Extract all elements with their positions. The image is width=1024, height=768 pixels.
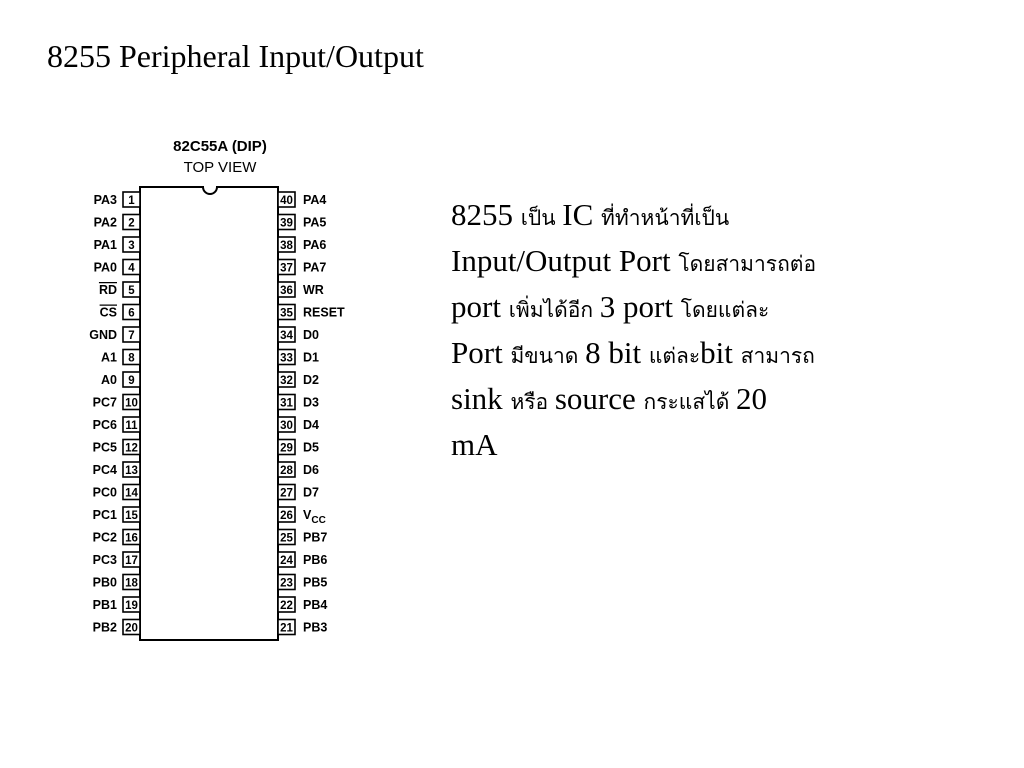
latin-text: 20	[736, 381, 768, 416]
pin-14	[93, 485, 140, 500]
chip-body	[140, 187, 278, 640]
pin-label: PB0	[92, 575, 117, 590]
latin-text: bit	[700, 335, 741, 370]
pin-label: WR	[303, 283, 324, 297]
pin-number: 6	[128, 307, 135, 320]
pin-label: D0	[303, 328, 319, 342]
latin-text: source	[554, 381, 644, 416]
pin-label: A1	[101, 350, 117, 365]
pin-number: 8	[128, 352, 135, 365]
pin-label: PC7	[92, 395, 117, 410]
pin-label: PA5	[303, 215, 327, 230]
pin-number: 12	[125, 442, 138, 455]
description-text	[451, 192, 931, 468]
pin-number: 18	[125, 577, 138, 590]
latin-text: IC	[562, 197, 602, 232]
pin-number: 39	[280, 217, 293, 230]
pin-number: 17	[125, 555, 138, 567]
description-line	[451, 330, 931, 376]
pin-number: 34	[280, 330, 293, 342]
description-line	[451, 376, 931, 422]
pin-label: PB3	[303, 620, 328, 635]
chip-title: 82C55A (DIP)	[173, 138, 267, 155]
pin-label: PA1	[93, 238, 117, 252]
pin-number: 20	[125, 622, 138, 635]
pin-number: 7	[128, 330, 135, 342]
pin-label: PC4	[92, 463, 117, 477]
pin-24	[278, 552, 327, 567]
pin-32	[278, 372, 319, 387]
description-line	[451, 238, 931, 284]
pin-label: RD	[98, 283, 117, 297]
pin-label: PA3	[93, 193, 117, 207]
thai-text: โดยสามารถต่อ	[678, 252, 817, 276]
pin-39	[278, 215, 326, 230]
pin-label: PB6	[303, 553, 328, 567]
pin-number: 28	[280, 465, 293, 477]
pin-label: CS	[99, 305, 117, 320]
pin-40	[278, 192, 326, 207]
pin-number: 19	[125, 600, 138, 612]
pin-label: D7	[303, 485, 319, 500]
thai-text: หรือ	[510, 390, 555, 414]
pin-16	[93, 530, 140, 545]
pin-number: 37	[280, 262, 293, 275]
pin-27	[278, 485, 319, 500]
pin-number: 38	[280, 240, 293, 252]
pin-label: PC0	[92, 485, 117, 500]
thai-text: โดยแต่ละ	[680, 298, 770, 322]
pin-5	[99, 282, 140, 297]
pin-label: PC5	[92, 440, 117, 455]
pin-12	[93, 440, 140, 455]
pin-number: 30	[280, 420, 293, 432]
pin-number: 14	[125, 487, 138, 500]
pin-number: 29	[280, 442, 293, 455]
slide-title: 8255 Peripheral Input/Output	[47, 38, 424, 74]
pin-label: PA4	[303, 193, 327, 207]
pin-number: 35	[280, 307, 293, 320]
pin-label: PB5	[303, 575, 328, 590]
pin-label: PA7	[303, 260, 327, 275]
chip-subtitle: TOP VIEW	[183, 159, 257, 176]
pin-28	[278, 462, 319, 477]
pin-label: PB2	[92, 620, 117, 635]
pin-number: 27	[280, 487, 293, 500]
pin-33	[278, 350, 319, 365]
pin-10	[93, 395, 140, 410]
pin-6	[100, 305, 140, 320]
pin-number: 40	[280, 195, 293, 207]
pin-number: 11	[125, 420, 138, 432]
pin-18	[93, 575, 140, 590]
pin-15	[93, 507, 140, 522]
pin-29	[278, 440, 319, 455]
pin-number: 2	[128, 217, 135, 230]
pin-number: 23	[280, 577, 293, 590]
pin-label: PC1	[92, 508, 117, 522]
pin-number: 9	[128, 375, 135, 387]
pin-number: 24	[280, 555, 293, 567]
pin-number: 26	[280, 510, 293, 522]
thai-text: เป็น	[520, 206, 563, 230]
pin-label: D1	[303, 350, 319, 365]
pin-label: D6	[303, 463, 319, 477]
pin-label: D2	[303, 373, 319, 387]
pin-11	[93, 417, 140, 432]
latin-text: 8 bit	[585, 335, 649, 370]
latin-text: Input/Output Port	[451, 243, 679, 278]
pin-label: PB7	[303, 530, 328, 545]
pin-number: 16	[125, 532, 138, 545]
pin-label: D4	[303, 418, 319, 432]
pin-number: 13	[125, 465, 138, 477]
pin-34	[278, 327, 319, 342]
latin-text: sink	[451, 381, 511, 416]
pin-label: PA2	[93, 215, 117, 230]
description-line	[451, 284, 931, 330]
thai-text: สามารถ	[740, 344, 815, 368]
pin-label: PB4	[303, 598, 328, 612]
pin-37	[278, 260, 326, 275]
pin-9	[101, 372, 140, 387]
pin-number: 3	[128, 240, 135, 252]
pin-26	[278, 507, 326, 526]
pin-label: RESET	[303, 305, 345, 320]
pin-31	[278, 395, 319, 410]
pin-21	[278, 620, 327, 635]
latin-text: 3 port	[599, 289, 681, 324]
pin-30	[278, 417, 319, 432]
pin-number: 22	[280, 600, 293, 612]
pin-35	[278, 305, 345, 320]
pin-number: 36	[280, 285, 293, 297]
pin-25	[278, 530, 327, 545]
pin-label: PC6	[92, 418, 117, 432]
pin-8	[101, 350, 140, 365]
latin-text: 8255	[451, 197, 521, 232]
pin-20	[93, 620, 140, 635]
latin-text: mA	[451, 427, 498, 462]
pin-22	[278, 597, 327, 612]
pin-number: 33	[280, 352, 293, 365]
pin-label: PC2	[92, 530, 117, 545]
pin-1	[94, 192, 140, 207]
pin-number: 15	[125, 510, 138, 522]
pin-label: PC3	[92, 553, 117, 567]
latin-text: Port	[451, 335, 511, 370]
pin-3	[94, 237, 140, 252]
pin-2	[94, 215, 140, 230]
pin-label-subscript: CC	[311, 515, 326, 526]
pin-23	[278, 575, 327, 590]
pin-number: 31	[280, 397, 293, 410]
description-line	[451, 192, 931, 238]
pin-label: D5	[303, 440, 319, 455]
pin-label: PA0	[93, 260, 117, 275]
pin-38	[278, 237, 326, 252]
pin-13	[93, 462, 140, 477]
pin-number: 1	[128, 195, 135, 207]
pin-17	[93, 552, 140, 567]
pin-label: PB1	[92, 598, 117, 612]
pin-19	[93, 597, 140, 612]
pin-number: 4	[128, 262, 135, 275]
latin-text: port	[451, 289, 509, 324]
pin-number: 25	[280, 532, 293, 545]
thai-text: แต่ละ	[648, 344, 701, 368]
pin-label: D3	[303, 395, 319, 410]
chip-pinout-svg	[0, 0, 400, 660]
description-line	[451, 422, 931, 468]
thai-text: กระแสได้	[643, 390, 737, 414]
pin-label: A0	[101, 373, 117, 387]
thai-text: มีขนาด	[510, 344, 586, 368]
pin-7	[89, 327, 140, 342]
pin-label: PA6	[303, 238, 327, 252]
pin-label: GND	[89, 328, 117, 342]
thai-text: เพิ่มได้อีก	[508, 298, 600, 322]
thai-text: ที่ทำหน้าที่เป็น	[601, 206, 730, 230]
pin-number: 10	[125, 397, 138, 410]
pin-36	[278, 282, 324, 297]
pin-number: 32	[280, 375, 293, 387]
pin-number: 21	[280, 622, 293, 635]
pin-label: $V_{CC}$	[303, 508, 326, 526]
pin-number: 5	[128, 285, 135, 297]
pin-4	[94, 260, 140, 275]
